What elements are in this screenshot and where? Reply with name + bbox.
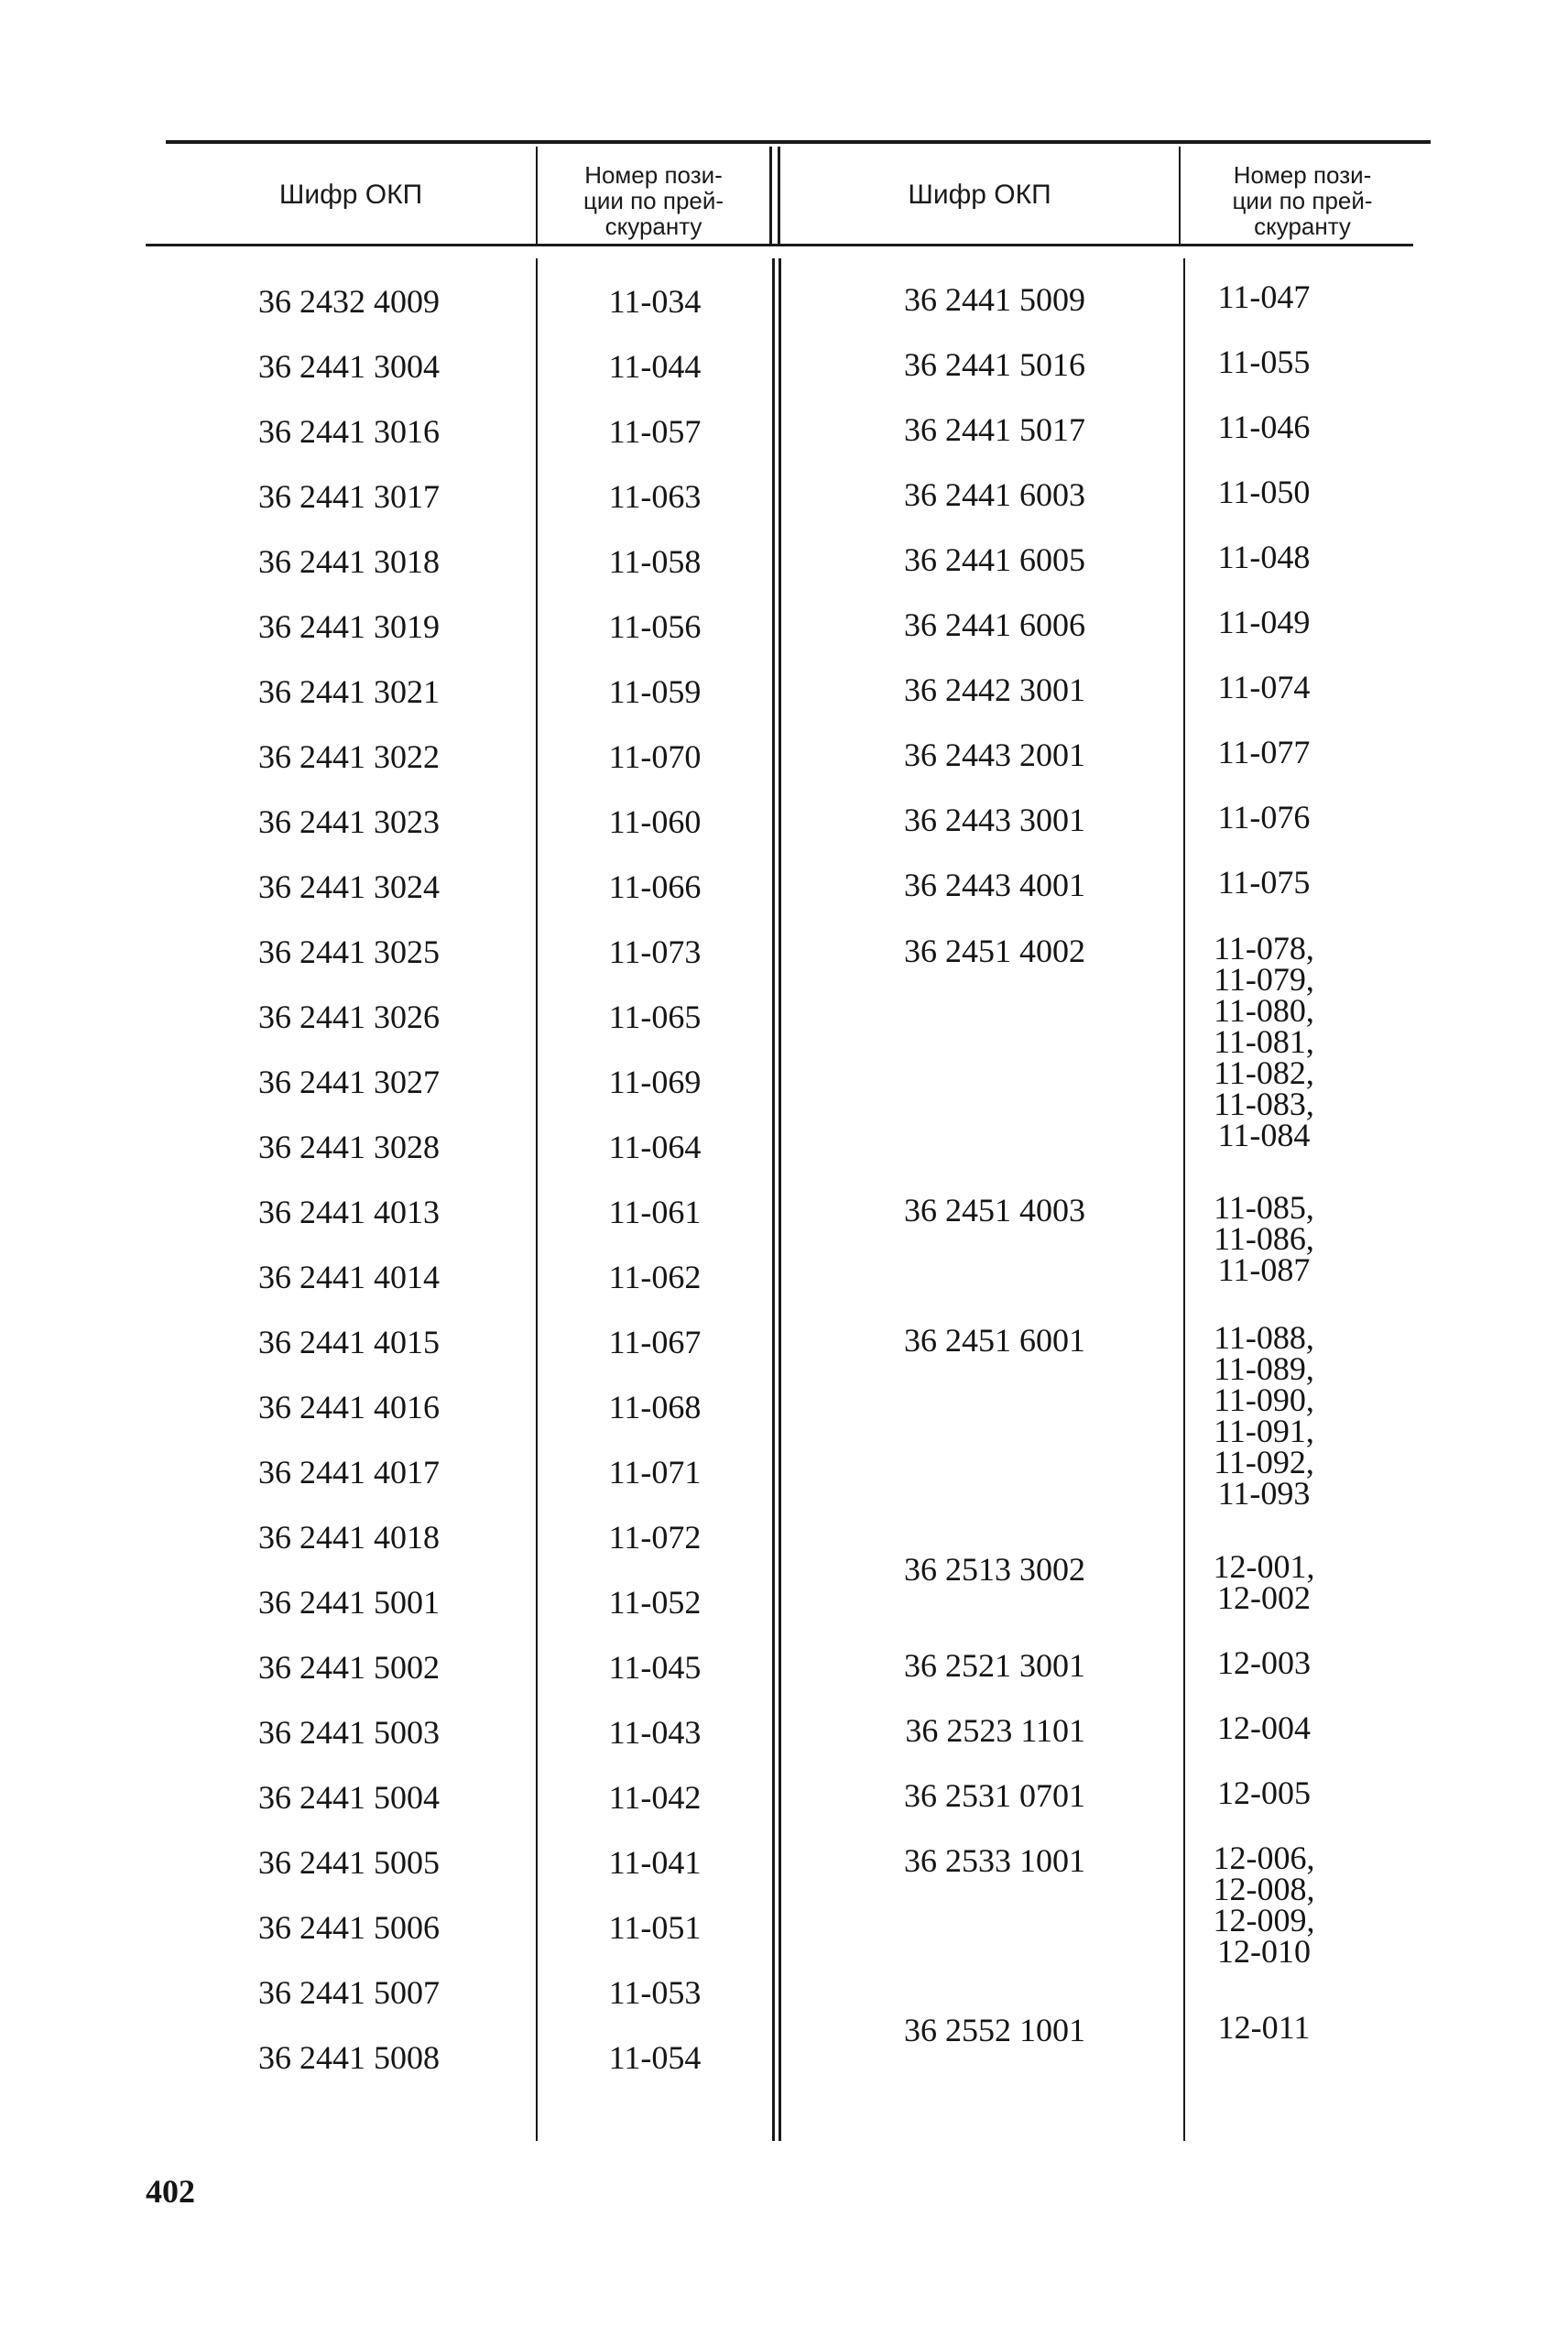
table-cell-position: 11-089, <box>1214 1350 1314 1387</box>
table-cell-code: 36 2441 3019 <box>258 608 440 645</box>
header-position-left: Номер пози- ции по прей- скуранту <box>583 161 724 240</box>
table-cell-position: 11-071 <box>608 1454 702 1491</box>
table-cell-code: 36 2441 6003 <box>904 476 1085 513</box>
table-cell-code: 36 2441 4016 <box>258 1389 440 1425</box>
table-cell-code: 36 2513 3002 <box>904 1551 1085 1588</box>
table-cell-position: 11-060 <box>608 803 702 840</box>
table-cell-code: 36 2441 3021 <box>258 673 440 710</box>
table-top-rule <box>166 140 1431 144</box>
table-cell-position: 11-044 <box>608 348 702 385</box>
table-cell-code: 36 2441 5005 <box>258 1844 440 1881</box>
table-cell-code: 36 2441 4018 <box>258 1519 440 1556</box>
table-cell-position: 11-073 <box>608 934 702 970</box>
table-cell-code: 36 2441 5008 <box>258 2039 440 2076</box>
table-cell-code: 36 2443 3001 <box>904 802 1085 838</box>
table-cell-code: 36 2441 4013 <box>258 1194 440 1230</box>
table-cell-code: 36 2441 3028 <box>258 1129 440 1165</box>
header-bottom-rule <box>146 244 1413 246</box>
table-cell-position: 11-046 <box>1217 409 1311 445</box>
table-cell-position: 11-093 <box>1217 1475 1311 1512</box>
table-cell-code: 36 2441 3026 <box>258 999 440 1035</box>
table-cell-code: 36 2441 3016 <box>258 413 440 450</box>
table-cell-position: 11-092, <box>1214 1444 1314 1480</box>
table-cell-code: 36 2441 5017 <box>904 411 1085 448</box>
table-cell-position: 11-050 <box>1217 474 1311 510</box>
table-cell-position: 11-068 <box>608 1389 702 1425</box>
table-cell-position: 11-055 <box>1217 344 1311 380</box>
table-cell-position: 11-084 <box>1217 1117 1311 1153</box>
body-divider-right <box>1183 258 1185 2141</box>
table-cell-code: 36 2441 3023 <box>258 803 440 840</box>
table-cell-position: 12-006, <box>1213 1840 1315 1876</box>
table-cell-position: 11-070 <box>608 738 702 775</box>
table-cell-position: 11-080, <box>1214 992 1314 1029</box>
table-cell-code: 36 2521 3001 <box>904 1647 1085 1684</box>
table-cell-position: 11-047 <box>1217 278 1311 315</box>
table-cell-code: 36 2441 5003 <box>258 1714 440 1751</box>
table-cell-code: 36 2442 3001 <box>904 672 1085 708</box>
table-cell-code: 36 2441 5007 <box>258 1974 440 2011</box>
table-cell-position: 12-002 <box>1217 1579 1311 1616</box>
table-cell-position: 11-078, <box>1214 930 1314 966</box>
table-cell-position: 11-069 <box>608 1064 702 1100</box>
table-cell-code: 36 2441 3025 <box>258 934 440 970</box>
table-cell-position: 11-041 <box>608 1844 702 1881</box>
table-cell-code: 36 2533 1001 <box>904 1842 1085 1879</box>
table-cell-position: 11-087 <box>1217 1251 1311 1288</box>
header-code-right: Шифр ОКП <box>908 180 1051 210</box>
table-cell-position: 12-008, <box>1213 1871 1315 1907</box>
table-cell-position: 11-076 <box>1217 799 1311 835</box>
table-cell-code: 36 2552 1001 <box>904 2012 1085 2048</box>
table-cell-position: 12-009, <box>1213 1902 1315 1938</box>
table-cell-position: 11-052 <box>608 1584 702 1621</box>
table-cell-position: 12-005 <box>1217 1775 1311 1811</box>
table-cell-code: 36 2441 4015 <box>258 1324 440 1360</box>
table-cell-code: 36 2441 5016 <box>904 346 1085 383</box>
table-cell-code: 36 2432 4009 <box>258 283 440 320</box>
table-cell-position: 11-082, <box>1214 1054 1314 1091</box>
table-cell-position: 11-063 <box>608 478 702 515</box>
table-cell-position: 11-051 <box>608 1909 702 1946</box>
table-cell-code: 36 2441 3024 <box>258 868 440 905</box>
table-cell-code: 36 2441 3027 <box>258 1064 440 1100</box>
table-cell-position: 11-034 <box>608 283 702 320</box>
table-cell-code: 36 2451 4003 <box>904 1192 1085 1229</box>
table-cell-code: 36 2441 4014 <box>258 1259 440 1295</box>
table-cell-code: 36 2451 6001 <box>904 1322 1085 1359</box>
table-cell-code: 36 2443 2001 <box>904 737 1085 773</box>
body-divider-center-b <box>779 258 781 2141</box>
table-cell-position: 12-004 <box>1217 1709 1311 1746</box>
table-cell-position: 11-079, <box>1214 961 1314 998</box>
table-cell-code: 36 2441 5004 <box>258 1779 440 1816</box>
table-cell-position: 11-056 <box>608 608 702 645</box>
table-cell-code: 36 2441 3017 <box>258 478 440 515</box>
table-cell-code: 36 2441 5002 <box>258 1649 440 1686</box>
table-cell-code: 36 2441 3022 <box>258 738 440 775</box>
table-cell-position: 11-077 <box>1217 734 1311 770</box>
table-cell-code: 36 2441 5009 <box>904 281 1085 318</box>
table-cell-code: 36 2531 0701 <box>904 1777 1085 1814</box>
body-divider-center-a <box>772 258 775 2141</box>
table-cell-position: 12-011 <box>1217 2009 1311 2046</box>
table-cell-position: 11-067 <box>608 1324 702 1360</box>
table-cell-position: 11-065 <box>608 999 702 1035</box>
table-cell-position: 11-057 <box>608 413 702 450</box>
table-cell-code: 36 2443 4001 <box>904 867 1085 903</box>
page-number: 402 <box>146 2173 195 2210</box>
table-cell-position: 11-062 <box>608 1259 702 1295</box>
header-divider-center-a <box>769 147 772 244</box>
table-cell-position: 11-075 <box>1217 864 1311 901</box>
table-cell-code: 36 2441 6006 <box>904 606 1085 643</box>
table-cell-position: 11-090, <box>1214 1381 1314 1418</box>
table-cell-position: 12-003 <box>1217 1644 1311 1681</box>
table-cell-position: 11-074 <box>1217 669 1311 705</box>
table-cell-position: 11-083, <box>1214 1086 1314 1122</box>
table-cell-position: 11-072 <box>608 1519 702 1556</box>
table-cell-position: 11-053 <box>608 1974 702 2011</box>
table-cell-code: 36 2441 5006 <box>258 1909 440 1946</box>
table-cell-position: 12-001, <box>1213 1548 1315 1585</box>
table-cell-position: 11-042 <box>608 1779 702 1816</box>
table-cell-position: 11-043 <box>608 1714 702 1751</box>
table-cell-position: 11-049 <box>1217 604 1311 640</box>
table-cell-position: 11-059 <box>608 673 702 710</box>
header-code-left: Шифр ОКП <box>278 180 423 210</box>
table-cell-position: 12-010 <box>1217 1933 1311 1970</box>
table-cell-position: 11-064 <box>608 1129 702 1165</box>
table-cell-code: 36 2441 4017 <box>258 1454 440 1491</box>
table-cell-code: 36 2523 1101 <box>905 1712 1085 1749</box>
table-cell-code: 36 2441 3018 <box>258 543 440 580</box>
table-cell-code: 36 2441 5001 <box>258 1584 440 1621</box>
table-cell-code: 36 2441 3004 <box>258 348 440 385</box>
table-cell-position: 11-061 <box>608 1194 702 1230</box>
table-cell-position: 11-045 <box>608 1649 702 1686</box>
table-cell-position: 11-091, <box>1214 1413 1314 1449</box>
table-cell-position: 11-086, <box>1214 1220 1314 1257</box>
table-cell-position: 11-058 <box>608 543 702 580</box>
table-cell-position: 11-066 <box>608 868 702 905</box>
table-cell-code: 36 2441 6005 <box>904 541 1085 578</box>
table-cell-code: 36 2451 4002 <box>904 933 1085 969</box>
table-cell-position: 11-085, <box>1214 1189 1314 1226</box>
table-cell-position: 11-048 <box>1217 539 1311 575</box>
table-cell-position: 11-081, <box>1214 1023 1314 1060</box>
table-cell-position: 11-088, <box>1214 1319 1314 1356</box>
header-position-right: Номер пози- ции по прей- скуранту <box>1232 161 1373 240</box>
table-cell-position: 11-054 <box>608 2039 702 2076</box>
